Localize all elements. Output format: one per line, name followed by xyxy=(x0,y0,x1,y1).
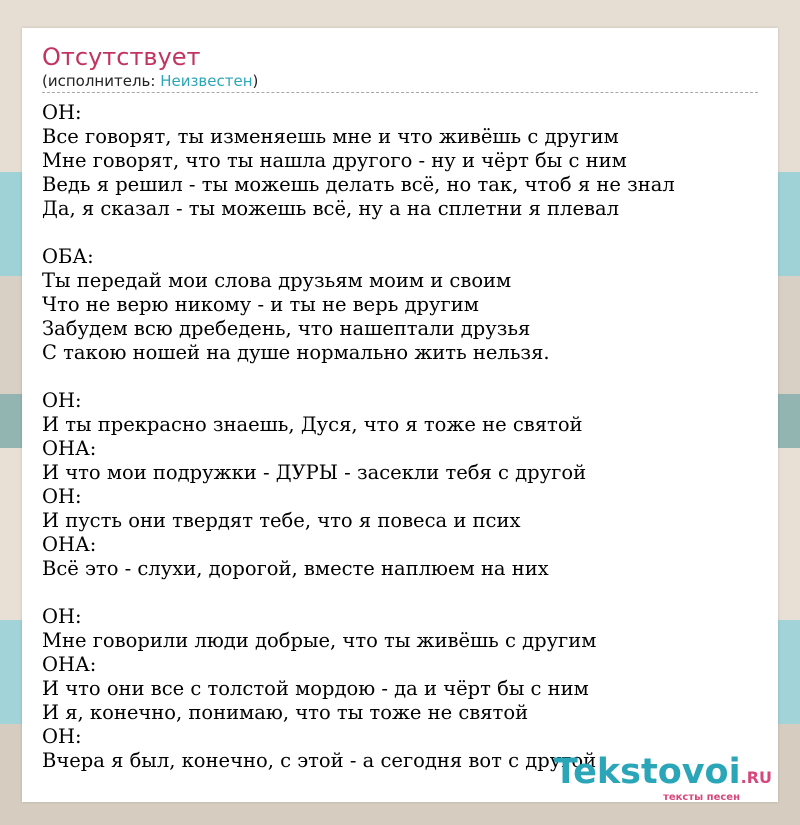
artist-prefix: (исполнитель: xyxy=(42,72,161,90)
lyrics-line: ОН: xyxy=(42,389,82,412)
lyrics-line: Ты передай мои слова друзьям моим и своим xyxy=(42,269,512,292)
site-logo[interactable] xyxy=(554,754,772,803)
lyrics-line: И пусть они твердят тебе, что я повеса и псих xyxy=(42,509,521,532)
artist-link[interactable]: Неизвестен xyxy=(160,72,253,90)
lyrics-line: Всё это - слухи, дорогой, вместе наплюем на них xyxy=(42,557,549,580)
lyrics-line: И что мои подружки - ДУРЫ - засекли тебя с другой xyxy=(42,461,587,484)
logo-wordmark: Tekstovoi xyxy=(553,752,741,792)
lyrics-line: И я, конечно, понимаю, что ты тоже не святой xyxy=(42,701,529,724)
song-title: Отсутствует xyxy=(42,43,201,71)
lyrics-line: ОН: xyxy=(42,101,82,124)
lyrics-blank-line xyxy=(42,221,772,245)
lyrics-body xyxy=(42,101,772,773)
artist-line xyxy=(42,72,758,90)
lyrics-blank-line xyxy=(42,581,772,605)
lyrics-line: ОН: xyxy=(42,605,82,628)
logo-tagline: тексты песен xyxy=(663,792,740,803)
lyrics-line: ОБА: xyxy=(42,245,94,268)
lyrics-blank-line xyxy=(42,365,772,389)
lyrics-line: Да, я сказал - ты можешь всё, ну а на сплетни я плевал xyxy=(42,197,619,220)
lyrics-line: С такою ношей на душе нормально жить нельзя. xyxy=(42,341,550,364)
lyrics-line: ОНА: xyxy=(42,653,97,676)
lyrics-line: ОНА: xyxy=(42,437,97,460)
song-header xyxy=(42,42,758,93)
lyrics-line: Мне говорят, что ты нашла другого - ну и чёрт бы с ним xyxy=(42,149,627,172)
lyrics-line: Что не верю никому - и ты не верь другим xyxy=(42,293,479,316)
lyrics-line: Вчера я был, конечно, с этой - а сегодня вот с другой xyxy=(42,749,597,772)
lyrics-line: ОН: xyxy=(42,485,82,508)
lyrics-line: И ты прекрасно знаешь, Дуся, что я тоже не святой xyxy=(42,413,583,436)
lyrics-line: И что они все с толстой мордою - да и чёрт бы с ним xyxy=(42,677,589,700)
lyrics-line: Все говорят, ты изменяешь мне и что живёшь с другим xyxy=(42,125,619,148)
lyrics-line: Мне говорили люди добрые, что ты живёшь с другим xyxy=(42,629,597,652)
logo-domain: .RU xyxy=(740,768,772,787)
lyrics-line: Забудем всю дребедень, что нашептали друзья xyxy=(42,317,531,340)
lyrics-line: ОНА: xyxy=(42,533,97,556)
artist-suffix: ) xyxy=(252,72,259,90)
lyrics-line: ОН: xyxy=(42,725,82,748)
lyrics-line: Ведь я решил - ты можешь делать всё, но так, чтоб я не знал xyxy=(42,173,675,196)
lyrics-card xyxy=(22,28,778,802)
